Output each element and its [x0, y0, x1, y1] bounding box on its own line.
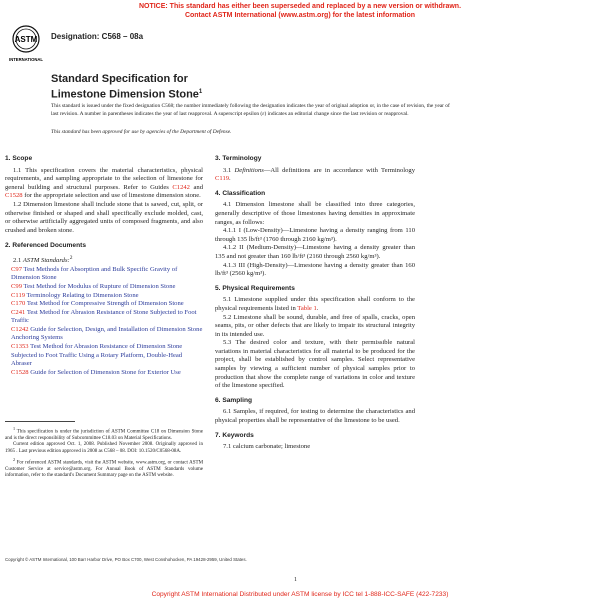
license-line: Copyright ASTM International Distributed under ASTM license by ICC tel 1-888-ICC-SAFE (422-7233) — [151, 591, 449, 598]
issued-note: This standard is issued under the fixed designation C568; the number immediately following the designation indicates the year of original adoption or, in the case of revision, the year of last revision. A number in parentheses indicates the year of last reapproval. A superscript epsilon (ε) indicates an editorial change since the last revision or reapproval. — [51, 103, 450, 117]
ref-link-c1242[interactable]: C1242 — [172, 183, 190, 191]
classification-4-1-3: 4.1.3 III (High-Density)—Limestone having a density greater than 160 lb/ft³ (2560 kg/m³). — [215, 261, 415, 278]
svg-text:ASTM: ASTM — [14, 35, 38, 44]
table-1-link[interactable]: Table 1 — [297, 304, 317, 312]
footnotes — [5, 426, 203, 479]
reference-item[interactable]: C99 Test Method for Modulus of Rupture of Dimension Stone — [11, 282, 176, 290]
keywords-heading: 7. Keywords — [215, 431, 254, 439]
logo-text: INTERNATIONAL — [9, 57, 43, 62]
title-line-1: Standard Specification for — [51, 73, 188, 85]
ref-link-c1528[interactable]: C1528 — [5, 192, 23, 200]
left-column — [5, 155, 203, 377]
approved-note: This standard has been approved for use by agencies of the Department of Defense. — [51, 129, 232, 135]
notice-line-1: NOTICE: This standard has either been superseded and replaced by a new version or withdrawn. — [138, 3, 462, 10]
reference-item[interactable]: C170 Test Method for Compressive Strength of Dimension Stone — [11, 300, 184, 308]
scope-heading: 1. Scope — [5, 155, 33, 162]
classification-4-1: 4.1 Dimension limestone shall be classified into three categories, generally descriptive of those limestones having densities in approximate ranges, as follows: — [215, 201, 415, 226]
astm-logo — [8, 24, 44, 64]
page-number: 1 — [294, 577, 297, 583]
footnote-divider — [5, 421, 75, 422]
physical-5-1: 5.1 Limestone supplied under this specification shall conform to the physical requirements listed in Table 1. — [215, 296, 415, 312]
sampling-heading: 6. Sampling — [215, 396, 253, 404]
classification-4-1-2: 4.1.2 II (Medium-Density)—Limestone having a density greater than 135 and not greater than 160 lb/ft³ (2160 through 2560 kg/m³). — [215, 244, 415, 260]
footnote-1b: Current edition approved Oct. 1, 2008. Published November 2008. Originally approved in 1965 . Last previous edition approved in 2008 as C568 – 08. DOI: 10.1520/C0568-08A. — [5, 442, 203, 454]
scope-1-2: 1.2 Dimension limestone shall include stone that is sawed, cut, split, or otherwise finished or shaped and shall specifically exclude molded, cast, or otherwise artificially aggregated units of composed fragments, and also crushed and broken stone. — [5, 200, 203, 234]
classification-4-1-1: 4.1.1 I (Low-Density)—Limestone having a density ranging from 110 through 135 lb/ft³ (1760 through 2160 kg/m³). — [215, 227, 415, 243]
keywords-7-1: 7.1 calcium carbonate; limestone — [223, 443, 311, 451]
refdocs-2-1: 2.1 ASTM Standards:$^2$ — [13, 254, 73, 265]
sampling-6-1: 6.1 Samples, if required, for testing to determine the characteristics and physical properties shall be representative of the limestone to be used. — [215, 408, 415, 425]
document-title — [51, 73, 351, 102]
footnote-1: $^1$ This specification is under the jurisdiction of ASTM Committee C18 on Dimension Stone and is the direct responsibility of Subcommittee C18.03 on Material Specifications. — [5, 426, 203, 441]
footnote-2: $^2$ For referenced ASTM standards, visit the ASTM website, www.astm.org, or contact ASTM Customer Service at service@astm.org. For Annual Book of ASTM Standards volume information, refer to the standard's Document Summary page on the ASTM website. — [5, 456, 204, 479]
classification-heading: 4. Classification — [215, 189, 266, 197]
terminology-3-1: 3.1 Definitions—All definitions are in accordance with Terminology C119. — [215, 166, 415, 183]
right-column — [215, 155, 415, 452]
designation: Designation: C568 – 08a — [51, 32, 144, 41]
physical-5-2: 5.2 Limestone shall be sound, durable, and free of spalls, cracks, open seams, pits, or other defects that are likely to impair its structural integrity in its intended use. — [215, 313, 415, 338]
physical-heading: 5. Physical Requirements — [215, 284, 295, 292]
reference-item[interactable]: C97 Test Methods for Absorption and Bulk Specific Gravity of Dimension Stone — [11, 265, 178, 282]
copyright-line: Copyright © ASTM International, 100 Barr Harbor Drive, PO Box C700, West Conshohocken, PA 19428-2959, United States. — [5, 557, 247, 562]
reference-item[interactable]: C119 Terminology Relating to Dimension Stone — [11, 291, 139, 299]
reference-item[interactable]: C1242 Guide for Selection, Design, and Installation of Dimension Stone Anchoring Systems — [11, 325, 203, 342]
scope-1-1: 1.1 This specification covers the material characteristics, physical requirements, and sampling appropriate to the selection of limestone for general building and structural purposes. Refer to Guides C1242 and C1528 for the appropriate selection and use of limestone dimension stone. — [5, 166, 204, 200]
reference-item[interactable]: C1528 Guide for Selection of Dimension Stone for Exterior Use — [11, 368, 181, 376]
physical-5-3: 5.3 The desired color and texture, with their permissible natural variations in material characteristics for all material to be produced for the project, shall be established by control samples. Select representative samples by viewing a sufficient number of physical samples prior to production that show the complete range of variations in color and texture of the limestone specified. — [215, 339, 415, 390]
title-footnote-mark: 1 — [198, 89, 203, 95]
reference-item[interactable]: C1353 Test Method for Abrasion Resistance of Dimension Stone Subjected to Foot Traffic Using a Rotary Platform, Double-Head Abraser — [11, 343, 183, 368]
notice-line-2: Contact ASTM International (www.astm.org) for the latest information — [184, 12, 416, 19]
title-line-2: Limestone Dimension Stone$^1$ — [51, 88, 203, 101]
reference-list — [11, 266, 203, 378]
ref-link-c119[interactable]: C119 — [215, 175, 230, 183]
terminology-heading: 3. Terminology — [215, 155, 262, 162]
reference-item[interactable]: C241 Test Method for Abrasion Resistance of Stone Subjected to Foot Traffic — [11, 308, 197, 325]
refdocs-heading: 2. Referenced Documents — [5, 242, 86, 250]
withdrawn-notice — [0, 2, 600, 20]
